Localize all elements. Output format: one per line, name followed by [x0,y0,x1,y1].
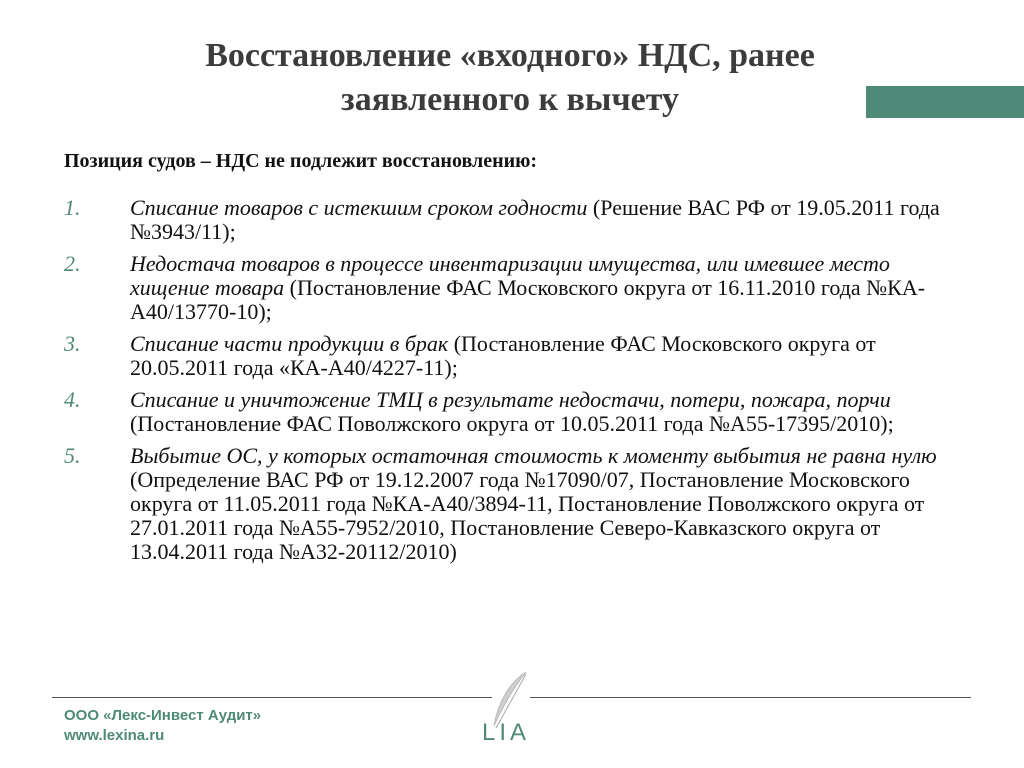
list-item [64,388,964,436]
list-item-reference: (Постановление ФАС Поволжского округа от 10.05.2011 года №А55-17395/2010); [130,411,894,436]
list-item-number: 1. [64,195,81,220]
list-item [64,444,964,564]
list-item-reference: (Определение ВАС РФ от 19.12.2007 года №17090/07, Постановление Московского округа от 11.05.2011 года №КА-А40/3894-11, Постановление Поволжского округа от 27.01.2011 года №А55-7952/2010, Постановление Северо-Кавказского округа от 13.04.2011 года №А32-20112/2010) [130,467,925,564]
list-item-number: 5. [64,443,81,468]
company-name: ООО «Лекс-Инвест Аудит» [64,707,262,724]
feather-icon [494,672,526,726]
list-item-italic: Выбытие ОС, у которых остаточная стоимость к моменту выбытия не равна нулю [130,443,937,468]
slide-title-line-1: Восстановление «входного» НДС, ранее [205,37,815,74]
list-item-number: 2. [64,251,81,276]
list-item-reference: (Постановление ФАС Московского округа от 20.05.2011 года «КА-А40/4227-11); [130,331,876,380]
list-item-text [130,196,964,244]
list-item-number: 3. [64,331,81,356]
list-item-reference: (Решение ВАС РФ от 19.05.2011 года №3943/11); [130,195,940,244]
list-item-text [130,388,964,436]
website-link[interactable]: www.lexina.ru [64,727,165,744]
list-item-text [130,332,964,380]
list-item-reference: (Постановление ФАС Московского округа от 16.11.2010 года №КА-А40/13770-10); [130,275,926,324]
list-item [64,196,964,244]
list-item [64,332,964,380]
list-item-text [130,252,964,324]
footer-divider-right [530,697,971,698]
accent-bar [866,86,1024,118]
list-item-italic: Недостача товаров в процессе инвентаризации имущества, или имевшее место хищение товара [130,251,890,300]
list-item [64,252,964,324]
list-item-number: 4. [64,387,81,412]
subheading: Позиция судов – НДС не подлежит восстановлению: [64,150,538,172]
footer-divider-left [52,697,492,698]
logo-text: LIA [481,719,531,746]
slide-title [100,34,920,122]
slide-title-line-2: заявленного к вычету [341,81,679,118]
list-item-text [130,444,964,564]
list-item-italic: Списание и уничтожение ТМЦ в результате недостачи, потери, пожара, порчи [130,387,891,412]
court-positions-list [64,196,964,572]
lia-logo [466,668,546,748]
list-item-italic: Списание части продукции в брак [130,331,449,356]
list-item-italic: Списание товаров с истекшим сроком годности [130,195,588,220]
